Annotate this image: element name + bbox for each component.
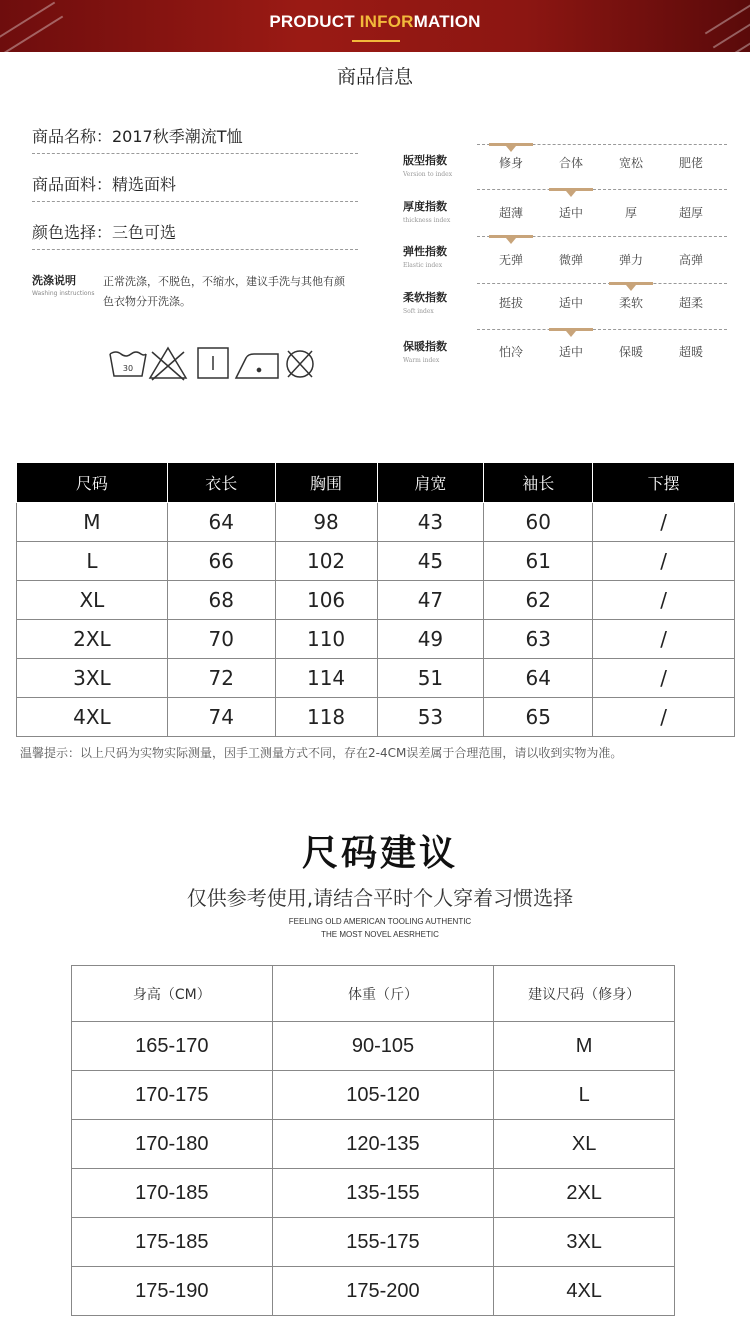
table-row	[72, 1169, 675, 1218]
index-option: 柔软	[618, 296, 643, 310]
table-cell: 105-120	[272, 1071, 494, 1120]
table-cell: 118	[275, 698, 377, 737]
index-label-en: Warm index	[403, 357, 440, 364]
iron-icon	[236, 354, 278, 378]
size-table-header: 下摆	[593, 463, 735, 503]
table-cell: 175-185	[72, 1218, 273, 1267]
english-tagline-1: FEELING OLD AMERICAN TOOLING AUTHENTIC	[288, 917, 472, 926]
table-cell: L	[494, 1071, 675, 1120]
product-fabric: 商品面料：精选面料	[32, 172, 358, 202]
size-table-header-row	[17, 463, 735, 503]
table-cell: 4XL	[17, 698, 168, 737]
table-cell: 98	[275, 503, 377, 542]
table-cell: /	[593, 659, 735, 698]
size-table-header: 衣长	[167, 463, 275, 503]
table-cell: 170-185	[72, 1169, 273, 1218]
washing-label-zh: 洗涤说明	[32, 274, 76, 287]
table-cell: 64	[167, 503, 275, 542]
index-option: 超暖	[678, 345, 703, 359]
banner-title-suffix: MATION	[413, 12, 481, 31]
no-bleach-icon	[150, 348, 186, 380]
table-cell: 62	[484, 581, 593, 620]
table-cell: /	[593, 503, 735, 542]
index-label-en: Version to index	[403, 171, 453, 178]
index-option: 合体	[558, 156, 583, 170]
index-label-elastic	[403, 243, 447, 269]
size-table-header: 尺码	[17, 463, 168, 503]
index-label-en: Elastic index	[403, 262, 443, 269]
product-information-banner	[0, 0, 750, 52]
washing-label-en: Washing instructions	[32, 290, 95, 297]
index-label-zh: 保暖指数	[403, 340, 447, 353]
index-selection-pointer	[626, 285, 636, 291]
table-cell: 60	[484, 503, 593, 542]
washing-label	[32, 272, 94, 297]
index-option: 肥佬	[678, 156, 703, 170]
table-cell: 165-170	[72, 1022, 273, 1071]
section-title: 商品信息	[336, 66, 413, 88]
index-selection-pointer	[566, 191, 576, 197]
english-tagline-2: THE MOST NOVEL AESRHETIC	[321, 930, 439, 939]
size-recommendation-table	[71, 965, 675, 1316]
table-cell: M	[494, 1022, 675, 1071]
table-row	[17, 620, 735, 659]
index-option: 超柔	[678, 296, 703, 310]
table-cell: 45	[377, 542, 484, 581]
index-selection-pointer	[506, 146, 516, 152]
size-table	[16, 462, 735, 737]
wash-30-icon	[110, 352, 146, 376]
index-label-zh: 厚度指数	[403, 200, 447, 213]
index-option: 适中	[558, 296, 583, 310]
table-row	[72, 1218, 675, 1267]
table-cell: 4XL	[494, 1267, 675, 1316]
index-label-zh: 弹性指数	[403, 245, 447, 258]
table-cell: 114	[275, 659, 377, 698]
index-label-soft	[403, 289, 447, 315]
table-cell: 2XL	[494, 1169, 675, 1218]
table-cell: 72	[167, 659, 275, 698]
index-option: 保暖	[618, 345, 643, 359]
size-table-header: 袖长	[484, 463, 593, 503]
table-cell: 106	[275, 581, 377, 620]
index-label-en: Soft index	[403, 308, 434, 315]
table-cell: 70	[167, 620, 275, 659]
table-cell: 63	[484, 620, 593, 659]
index-divider	[477, 283, 727, 284]
table-cell: 66	[167, 542, 275, 581]
recommendation-header: 身高（CM）	[72, 966, 273, 1022]
table-cell: 47	[377, 581, 484, 620]
index-option: 无弹	[498, 253, 523, 267]
table-cell: /	[593, 581, 735, 620]
size-recommendation-title: 尺码建议	[301, 833, 458, 874]
table-row	[72, 1022, 675, 1071]
size-recommendation-subtitle: 仅供参考使用,请结合平时个人穿着习惯选择	[186, 886, 574, 910]
table-cell: 155-175	[272, 1218, 494, 1267]
table-cell: 110	[275, 620, 377, 659]
table-cell: 43	[377, 503, 484, 542]
index-divider	[477, 329, 727, 330]
index-option: 弹力	[618, 253, 643, 267]
recommendation-header: 建议尺码（修身）	[494, 966, 675, 1022]
no-dry-clean-icon	[287, 351, 313, 377]
table-cell: 175-190	[72, 1267, 273, 1316]
table-cell: 2XL	[17, 620, 168, 659]
recommendation-header-row	[72, 966, 675, 1022]
table-row	[17, 503, 735, 542]
table-cell: 175-200	[272, 1267, 494, 1316]
size-table-header: 胸围	[275, 463, 377, 503]
tumble-dry-icon	[198, 348, 228, 378]
index-option: 适中	[558, 345, 583, 359]
index-option: 修身	[498, 156, 523, 170]
index-option: 超厚	[678, 206, 703, 220]
index-selection-pointer	[506, 238, 516, 244]
index-option: 微弹	[558, 253, 583, 267]
table-cell: XL	[17, 581, 168, 620]
table-cell: 90-105	[272, 1022, 494, 1071]
index-label-zh: 柔软指数	[403, 291, 447, 304]
table-cell: 49	[377, 620, 484, 659]
index-option: 高弹	[678, 253, 703, 267]
table-cell: 51	[377, 659, 484, 698]
svg-text:30: 30	[122, 364, 134, 373]
table-cell: /	[593, 542, 735, 581]
color-choice: 颜色选择：三色可选	[32, 220, 358, 250]
table-row	[17, 581, 735, 620]
table-row	[17, 698, 735, 737]
table-cell: 65	[484, 698, 593, 737]
banner-title-highlight: INFOR	[359, 12, 414, 31]
table-cell: 64	[484, 659, 593, 698]
washing-icons	[108, 346, 318, 382]
banner-title-prefix: PRODUCT	[269, 12, 360, 31]
banner-underline	[352, 40, 400, 42]
table-cell: 74	[167, 698, 275, 737]
index-option: 超薄	[498, 206, 523, 220]
index-option: 怕冷	[498, 345, 523, 359]
index-label-version	[403, 152, 452, 178]
index-label-zh: 版型指数	[403, 154, 447, 167]
recommendation-header: 体重（斤）	[272, 966, 494, 1022]
table-cell: 3XL	[494, 1218, 675, 1267]
index-label-warm	[403, 338, 447, 364]
index-option: 适中	[558, 206, 583, 220]
product-name: 商品名称：2017秋季潮流T恤	[32, 124, 358, 154]
index-option: 厚	[624, 206, 637, 220]
table-cell: 170-180	[72, 1120, 273, 1169]
table-cell: 61	[484, 542, 593, 581]
index-option: 挺拔	[498, 296, 523, 310]
table-cell: 3XL	[17, 659, 168, 698]
table-cell: /	[593, 698, 735, 737]
table-cell: L	[17, 542, 168, 581]
table-row	[72, 1267, 675, 1316]
table-row	[17, 659, 735, 698]
table-cell: /	[593, 620, 735, 659]
table-cell: XL	[494, 1120, 675, 1169]
table-row	[17, 542, 735, 581]
index-selection-pointer	[566, 331, 576, 337]
table-cell: 102	[275, 542, 377, 581]
table-row	[72, 1071, 675, 1120]
table-cell: 68	[167, 581, 275, 620]
size-table-header: 肩宽	[377, 463, 484, 503]
banner-title	[0, 12, 750, 32]
index-label-thickness	[403, 198, 450, 224]
index-option: 宽松	[618, 156, 643, 170]
table-cell: M	[17, 503, 168, 542]
measurement-tip: 温馨提示：以上尺码为实物实际测量，因手工测量方式不同，存在2-4CM误差属于合理范围，请以收到实物为准。	[20, 746, 623, 760]
table-cell: 170-175	[72, 1071, 273, 1120]
table-cell: 120-135	[272, 1120, 494, 1169]
table-cell: 53	[377, 698, 484, 737]
table-cell: 135-155	[272, 1169, 494, 1218]
table-row	[72, 1120, 675, 1169]
washing-text: 正常洗涤，不脱色，不缩水，建议手洗与其他有颜色衣物分开洗涤。	[103, 275, 345, 308]
index-divider	[477, 189, 727, 190]
index-label-en: thickness index	[403, 217, 451, 224]
